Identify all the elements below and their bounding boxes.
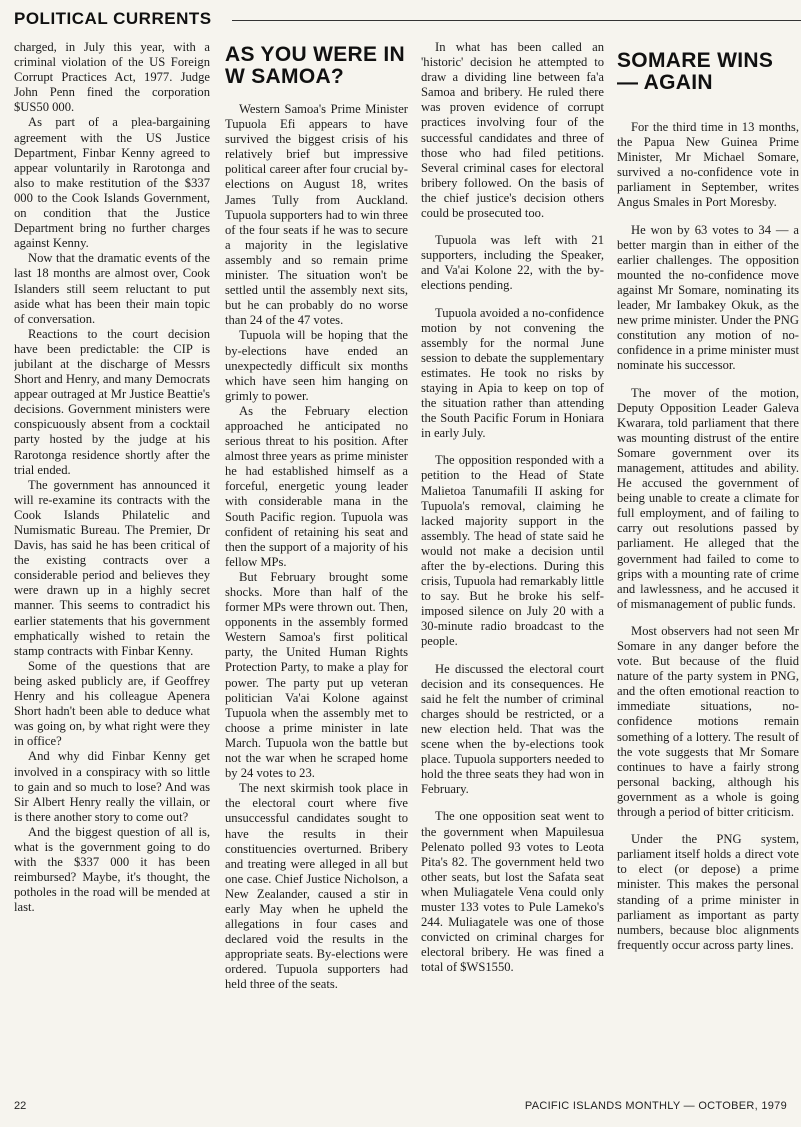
paragraph: charged, in July this year, with a criminal violation of the US Foreign Corrupt Practices Act, 1977. Judge John Penn fined the corporation $US50 000. [14, 40, 210, 115]
paragraph: In what has been called an 'historic' decision he attempted to draw a dividing line between fa'a Samoa and bribery. He ruled there was proven evidence of corrupt practices involving four of the successful candidates and three of those who had filed petitions. Several criminal cases for electoral bribery followed. On the basis of the chief justice's decision others could be prosecuted too. [421, 40, 604, 221]
paragraph: As the February election approached he anticipated no serious threat to his position. After almost three years as prime minister he had established himself as a forceful, energetic young leader with considerable mana in the South Pacific region. Tupuola was confident of retaining his seat and then the support of a majority of his fellow MPs. [225, 403, 408, 569]
page-number: 22 [14, 1100, 27, 1112]
paragraph: Tupuola will be hoping that the by-elections have ended an unexpectedly difficult six months which have seen him hanging on grimly to power. [225, 328, 408, 403]
paragraph: He discussed the electoral court decision and its consequences. He said he felt the number of criminal charges should be restricted, or a new election held. That was the scene when the by-elections took place. Tupuola supporters needed to hold the three seats they had won in February. [421, 661, 604, 797]
paragraph: Western Samoa's Prime Minister Tupuola Efi appears to have survived the biggest crisis of his relatively brief but impressive political career after four crucial by-elections on August 18, writes James Tully from Auckland. Tupuola supporters had to win three of the four seats if he was to secure a majority in the legislative assembly and so remain prime minister. The situation won't be settled until the assembly next sits, but he can probably do no worse than 24 of the 47 votes. [225, 102, 408, 328]
column-cook-islands [14, 40, 210, 1098]
paragraph: Under the PNG system, parliament itself holds a direct vote to elect (or depose) a prime minister. This makes the personal standing of a prime minister in parliament as important as party numbers, because bloc alignments frequently occur across party lines. [617, 832, 799, 952]
paragraph: Some of the questions that are being asked publicly are, if Geoffrey Henry and his colleague Apenera Short hadn't been able to deduce what was going on, by what right were they in office? [14, 658, 210, 749]
paragraph: And the biggest question of all is, what is the government going to do with the $337 000 it has been reimbursed? Maybe, it's thought, the potholes in the road will be mended at last. [14, 824, 210, 915]
paragraph: The government has announced it will re-examine its contracts with the Cook Islands Philatelic and Numismatic Bureau. The Premier, Dr Davis, has said he has been critical of the existing contracts over a considerable period and believes they were drawn up in a highly secret manner. This seems to contradict his earlier statements that his government emphatically wished to retain the stamp contracts with Finbar Kenny. [14, 477, 210, 658]
paragraph: As part of a plea-bargaining agreement with the US Justice Department, Finbar Kenny agreed to appear voluntarily in Rarotonga and also to make restitution of the $337 000 to the Cook Islands Government, on condition that the Justice Department bring no further charges against Kenny. [14, 115, 210, 251]
paragraph: The one opposition seat went to the government when Mapuilesua Pelenato polled 93 votes to Leota Pita's 82. The government held two other seats, but lost the Safata seat when Muliagatele Vena could only muster 133 votes to Pule Lameko's 244. Muliagatele was one of those convicted on criminal charges for electoral bribery. He was fined a total of $WS1550. [421, 809, 604, 975]
paragraph: For the third time in 13 months, the Papua New Guinea Prime Minister, Mr Michael Somare, survived a no-confidence vote in parliament in September, writes Angus Smales in Port Moresby. [617, 120, 799, 210]
paragraph: Most observers had not seen Mr Somare in any danger before the vote. But because of the fluid nature of the party system in PNG, and the often emotional reaction to immediate situations, no-confidence motions remain something of a lottery. The result of the vote suggests that Mr Somare continues to have a fairly strong personal backing, although his government as a whole is going through a period of bitter criticism. [617, 623, 799, 820]
paragraph: He won by 63 votes to 34 — a better margin than in either of the earlier challenges. The opposition mounted the no-confidence move against Mr Somare, nominating its leader, Mr Iambakey Okuk, as the new prime minister. Under the PNG constitution any motion of no-confidence in a prime minister must nominate his successor. [617, 222, 799, 373]
article-headline: SOMARE WINS — AGAIN [617, 49, 774, 94]
article-headline: AS YOU WERE IN W SAMOA? [225, 43, 406, 88]
paragraph: The opposition responded with a petition to the Head of State Malietoa Tanumafili II asking for Tupuola's removal, claiming he lacked majority support in the assembly. The head of state said he would not make a decision until after the by-elections. During this crisis, Tupuola had remarkably little to say. But he broke his self-imposed silence on July 20 with a 30-minute radio broadcast to the people. [421, 453, 604, 649]
paragraph: But February brought some shocks. More than half of the former MPs were thrown out. Then, opponents in the assembly formed Western Samoa's first political party, the United Human Rights Protection Party, to make a play for power. The party put up veteran politician Va'ai Kolone against Tupuola when the assembly met to choose a prime minister in late March. Tupuola won the battle but not the war when he scraped home by 24 votes to 23. [225, 569, 408, 781]
paragraph: Tupuola avoided a no-confidence motion by not convening the assembly for the normal June session to debate the supplementary estimates. He took no risks by staying in Apia to keep on top of the situation rather than attending the South Pacific Forum in Honiara in early July. [421, 305, 604, 441]
publication-line: PACIFIC ISLANDS MONTHLY — OCTOBER, 1979 [524, 1100, 787, 1112]
column-png [617, 40, 799, 1098]
page-header [0, 0, 801, 34]
column-western-samoa-continued [421, 40, 604, 1098]
page-footer [0, 1098, 801, 1127]
paragraph: The next skirmish took place in the electoral court where five unsuccessful candidates sought to have the results in their constituencies overturned. Bribery and treating were alleged in all but one case. Chief Justice Nicholson, a New Zealander, caused a stir in early May when he upheld the allegations in four cases and declared void the results in the appropriate seats. By-elections were ordered. Tupuola supporters had held three of the seats. [225, 781, 408, 992]
section-title: POLITICAL CURRENTS [14, 9, 212, 28]
header-rule [232, 20, 801, 21]
paragraph: And why did Finbar Kenny get involved in a conspiracy with so little to gain and so much to lose? And was Sir Albert Henry really the villain, or is there another story to come out? [14, 749, 210, 824]
paragraph: Reactions to the court decision have been predictable: the CIP is jubilant at the discharge of Messrs Short and Henry, and many Democrats appear outraged at Mr Justice Beattie's decisions. Government ministers were conspicuously absent from a cocktail party hosted by the judge at his Rarotonga residence shortly after the trial ended. [14, 326, 210, 477]
column-western-samoa [225, 40, 408, 1098]
paragraph: The mover of the motion, Deputy Opposition Leader Galeva Kwarara, told parliament that there was mounting distrust of the entire Somare government over its management, attitudes and ability. He accused the government of being unable to create a climate for full employment, and of failing to carry out resolutions passed by parliament. He alleged that the government had failed to come to grips with a mounting rate of crime and lawlessness, and he accused it of mismanagement of public funds. [617, 385, 799, 611]
paragraph: Tupuola was left with 21 supporters, including the Speaker, and Va'ai Kolone 22, with the by-elections pending. [421, 233, 604, 293]
paragraph: Now that the dramatic events of the last 18 months are almost over, Cook Islanders still seem reluctant to put aside what has been their main topic of conversation. [14, 251, 210, 326]
